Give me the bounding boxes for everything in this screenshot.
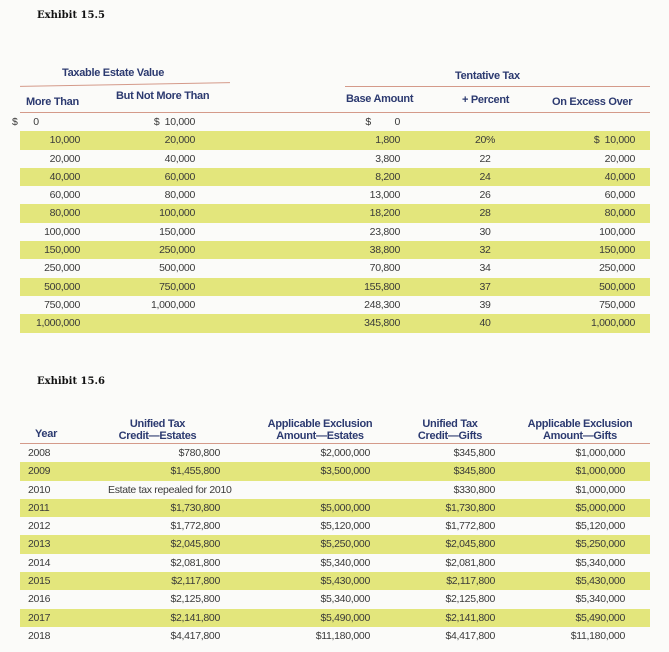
exhibit-15-5-title: Exhibit 15.5 (37, 10, 105, 21)
cell-unified-credit-gifts: $2,081,800 (445, 556, 495, 569)
cell-base-amount: 345,800 (364, 317, 400, 330)
cell-unified-credit-gifts: $2,125,800 (445, 593, 495, 606)
exhibit-15-6-title: Exhibit 15.6 (37, 376, 105, 387)
cell-percent: 34 (479, 262, 491, 275)
cell-percent: 40 (479, 317, 491, 330)
table-row (20, 462, 650, 480)
cell-on-excess-over: 250,000 (599, 262, 635, 275)
col-unified-credit-estates (100, 418, 215, 442)
cell-exclusion-estates: $5,490,000 (320, 611, 370, 624)
header-rule (345, 86, 650, 87)
table-row (20, 481, 650, 499)
header-line: Credit—Estates (118, 430, 197, 442)
col-exclusion-estates (255, 418, 385, 442)
cell-year: 2012 (28, 520, 51, 533)
cell-on-excess-over: 20,000 (604, 152, 635, 165)
cell-exclusion-estates: $5,430,000 (320, 575, 370, 588)
cell-base-amount: 155,800 (364, 280, 400, 293)
cell-year: 2011 (28, 501, 50, 514)
col-year: Year (35, 428, 58, 440)
cell-but-not-more-than: 20,000 (164, 134, 195, 147)
cell-more-than: 80,000 (49, 207, 80, 220)
cell-unified-credit-estates: $2,141,800 (170, 611, 220, 624)
cell-year: 2008 (28, 447, 51, 459)
cell-unified-credit-gifts: $330,800 (453, 483, 495, 496)
tentative-tax-header: Tentative Tax (455, 70, 520, 82)
cell-but-not-more-than: 150,000 (159, 225, 195, 238)
cell-more-than: 500,000 (44, 280, 80, 293)
cell-unified-credit-gifts: $2,045,800 (445, 538, 495, 551)
cell-exclusion-gifts: $5,250,000 (575, 538, 625, 551)
table-row (20, 186, 650, 204)
cell-exclusion-gifts: $5,490,000 (575, 611, 625, 624)
cell-exclusion-gifts: $11,180,000 (570, 629, 625, 642)
cell-but-not-more-than: 250,000 (159, 244, 195, 257)
cell-on-excess-over: 40,000 (604, 170, 635, 183)
col-base-amount: Base Amount (346, 93, 414, 105)
header-line: Applicable Exclusion (527, 418, 633, 430)
cell-unified-credit-gifts: $1,772,800 (445, 520, 495, 533)
cell-but-not-more-than: 750,000 (159, 280, 195, 293)
cell-more-than: 60,000 (49, 189, 80, 202)
cell-percent: 32 (479, 244, 491, 257)
cell-percent: 39 (479, 298, 491, 311)
cell-on-excess-over: $ 10,000 (593, 134, 635, 147)
cell-but-not-more-than: 60,000 (164, 170, 195, 183)
cell-exclusion-estates: $3,500,000 (320, 465, 370, 478)
tax-rate-table (12, 113, 650, 333)
table-row (20, 150, 650, 168)
header-line: Applicable Exclusion (267, 418, 373, 430)
cell-more-than: 40,000 (49, 170, 80, 183)
table-row (12, 113, 650, 131)
cell-base-amount: 70,800 (369, 262, 400, 275)
cell-base-amount: $ 0 (365, 116, 400, 128)
cell-base-amount: 8,200 (375, 170, 400, 183)
cell-more-than: 750,000 (44, 298, 80, 311)
cell-unified-credit-gifts: $1,730,800 (445, 501, 495, 514)
col-but-not-more-than: But Not More Than (116, 90, 210, 102)
cell-exclusion-gifts: $5,000,000 (575, 501, 625, 514)
cell-exclusion-estates: $2,000,000 (320, 447, 370, 459)
header-line: Credit—Gifts (417, 430, 483, 442)
table-row (20, 554, 650, 572)
cell-unified-credit-gifts: $4,417,800 (445, 629, 495, 642)
cell-unified-credit-estates: $2,117,800 (171, 575, 220, 588)
cell-unified-credit-gifts: $345,800 (453, 465, 495, 478)
cell-percent: 24 (479, 170, 491, 183)
cell-unified-credit-estates: $1,772,800 (170, 520, 220, 533)
cell-exclusion-estates: $5,250,000 (320, 538, 370, 551)
header-rule (20, 82, 230, 87)
cell-more-than: 20,000 (49, 152, 80, 165)
col-on-excess-over: On Excess Over (552, 96, 633, 108)
table-row (20, 223, 650, 241)
table-row (20, 627, 650, 645)
cell-year: 2013 (28, 538, 51, 551)
cell-base-amount: 18,200 (369, 207, 400, 220)
table-row (20, 204, 650, 222)
table-row (20, 241, 650, 259)
cell-unified-credit-gifts: $2,117,800 (446, 575, 495, 588)
cell-on-excess-over: 80,000 (604, 207, 635, 220)
cell-but-not-more-than: 40,000 (164, 152, 195, 165)
cell-unified-credit-estates: Estate tax repealed for 2010 (108, 483, 232, 496)
cell-unified-credit-gifts: $345,800 (453, 447, 495, 459)
cell-year: 2010 (28, 483, 51, 496)
table-row (20, 296, 650, 314)
cell-percent: 30 (479, 225, 491, 238)
cell-unified-credit-estates: $4,417,800 (170, 629, 220, 642)
cell-percent: 28 (479, 207, 491, 220)
cell-unified-credit-estates: $1,730,800 (170, 501, 220, 514)
col-unified-credit-gifts (400, 418, 500, 442)
cell-on-excess-over: 150,000 (599, 244, 635, 257)
cell-base-amount: 13,000 (369, 189, 400, 202)
cell-but-not-more-than: 500,000 (159, 262, 195, 275)
cell-but-not-more-than: 1,000,000 (150, 298, 195, 311)
cell-more-than: 10,000 (49, 134, 80, 147)
col-more-than: More Than (26, 96, 79, 108)
cell-unified-credit-estates: $2,125,800 (170, 593, 220, 606)
table-row (20, 572, 650, 590)
cell-base-amount: 3,800 (375, 152, 400, 165)
cell-on-excess-over: 500,000 (599, 280, 635, 293)
cell-base-amount: 248,300 (364, 298, 400, 311)
unified-credit-table (20, 444, 650, 645)
header-line: Amount—Estates (276, 430, 364, 442)
cell-exclusion-estates: $5,340,000 (320, 593, 370, 606)
cell-on-excess-over: 100,000 (599, 225, 635, 238)
cell-exclusion-gifts: $5,340,000 (575, 593, 625, 606)
taxable-estate-value-header: Taxable Estate Value (62, 67, 165, 79)
table-row (20, 278, 650, 296)
cell-exclusion-estates: $11,180,000 (315, 629, 370, 642)
cell-base-amount: 38,800 (369, 244, 400, 257)
cell-base-amount: 1,800 (375, 134, 400, 147)
cell-percent: 26 (479, 189, 491, 202)
cell-percent: 22 (479, 152, 491, 165)
table-row (20, 609, 650, 627)
cell-more-than: 150,000 (44, 244, 80, 257)
cell-year: 2018 (28, 629, 51, 642)
cell-exclusion-gifts: $1,000,000 (575, 483, 625, 496)
col-exclusion-gifts (515, 418, 645, 442)
cell-percent: 37 (479, 280, 491, 293)
cell-exclusion-gifts: $5,120,000 (575, 520, 625, 533)
cell-unified-credit-estates: $2,081,800 (170, 556, 220, 569)
cell-on-excess-over: 1,000,000 (590, 317, 635, 330)
cell-unified-credit-estates: $2,045,800 (170, 538, 220, 551)
cell-exclusion-estates: $5,340,000 (320, 556, 370, 569)
table-row (20, 314, 650, 332)
table-row (20, 168, 650, 186)
cell-unified-credit-estates: $1,455,800 (170, 465, 220, 478)
cell-but-not-more-than: 80,000 (164, 189, 195, 202)
cell-more-than: $ 0 (12, 116, 39, 128)
header-line: Unified Tax (422, 418, 478, 430)
cell-unified-credit-gifts: $2,141,800 (445, 611, 495, 624)
cell-exclusion-gifts: $5,430,000 (575, 575, 625, 588)
cell-but-not-more-than: $ 10,000 (153, 116, 195, 128)
col-percent: + Percent (462, 94, 510, 106)
table-row (20, 499, 650, 517)
cell-on-excess-over: 60,000 (604, 189, 635, 202)
table-row (20, 444, 650, 462)
cell-more-than: 100,000 (44, 225, 80, 238)
table-row (20, 131, 650, 149)
cell-year: 2017 (28, 611, 51, 624)
cell-unified-credit-estates: $780,800 (178, 447, 220, 459)
cell-year: 2014 (28, 556, 51, 569)
header-line: Unified Tax (129, 418, 186, 430)
cell-year: 2009 (28, 465, 51, 478)
cell-on-excess-over: 750,000 (599, 298, 635, 311)
header-line: Amount—Gifts (542, 430, 617, 442)
table-row (20, 535, 650, 553)
table-row (20, 590, 650, 608)
cell-exclusion-estates: $5,000,000 (320, 501, 370, 514)
cell-exclusion-estates: $5,120,000 (320, 520, 370, 533)
cell-year: 2015 (28, 575, 51, 588)
table-row (20, 517, 650, 535)
cell-base-amount: 23,800 (369, 225, 400, 238)
cell-but-not-more-than: 100,000 (159, 207, 195, 220)
cell-more-than: 250,000 (44, 262, 80, 275)
cell-percent: 20% (474, 134, 496, 147)
cell-exclusion-gifts: $1,000,000 (575, 465, 625, 478)
cell-exclusion-gifts: $5,340,000 (575, 556, 625, 569)
table-row (20, 259, 650, 277)
cell-more-than: 1,000,000 (35, 317, 80, 330)
cell-year: 2016 (28, 593, 51, 606)
cell-exclusion-gifts: $1,000,000 (575, 447, 625, 459)
